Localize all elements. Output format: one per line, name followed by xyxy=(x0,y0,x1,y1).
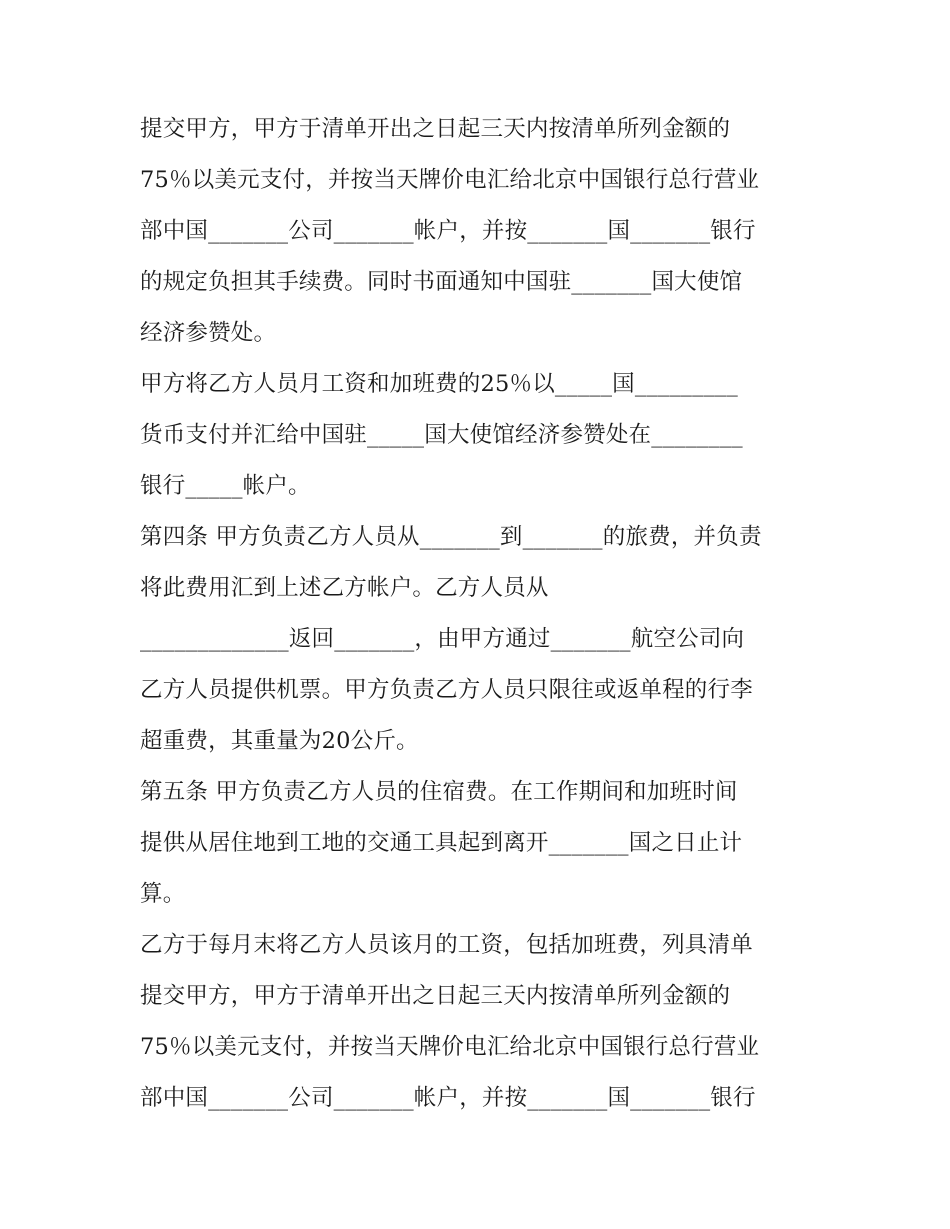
text-line: 甲方将乙方人员月工资和加班费的25％以_____国_________ xyxy=(140,371,738,397)
text-line: 乙方于每月末将乙方人员该月的工资，包括加班费，列具清单 xyxy=(140,932,753,958)
text-line: 银行_____帐户。 xyxy=(140,473,311,499)
text-line: 部中国_______公司_______帐户，并按_______国_______银行 xyxy=(140,218,756,244)
text-line: 75％以美元支付，并按当天牌价电汇给北京中国银行总行营业 xyxy=(140,1034,760,1060)
text-line: 乙方人员提供机票。甲方负责乙方人员只限往或返单程的行李 xyxy=(140,677,753,703)
text-line: 算。 xyxy=(140,881,186,907)
article-five-heading-line: 第五条 甲方负责乙方人员的住宿费。在工作期间和加班时间 xyxy=(140,779,738,805)
text-line: 提供从居住地到工地的交通工具起到离开_______国之日止计 xyxy=(140,830,743,856)
text-line: 经济参赞处。 xyxy=(140,320,277,346)
text-line: 的规定负担其手续费。同时书面通知中国驻_______国大使馆 xyxy=(140,269,743,295)
text-line: 超重费，其重量为20公斤。 xyxy=(140,728,419,754)
text-line: 提交甲方，甲方于清单开出之日起三天内按清单所列金额的 xyxy=(140,116,731,142)
text-line: 将此费用汇到上述乙方帐户。乙方人员从 xyxy=(140,575,549,601)
text-line: 部中国_______公司_______帐户，并按_______国_______银行 xyxy=(140,1085,756,1111)
article-four-heading-line: 第四条 甲方负责乙方人员从_______到_______的旅费，并负责 xyxy=(140,524,762,550)
text-line: 提交甲方，甲方于清单开出之日起三天内按清单所列金额的 xyxy=(140,983,731,1009)
text-line: 75％以美元支付，并按当天牌价电汇给北京中国银行总行营业 xyxy=(140,167,760,193)
contract-text-block xyxy=(140,104,820,1124)
text-line: 货币支付并汇给中国驻_____国大使馆经济参赞处在________ xyxy=(140,422,743,448)
text-line: _____________返回_______，由甲方通过_______航空公司向 xyxy=(140,626,745,652)
